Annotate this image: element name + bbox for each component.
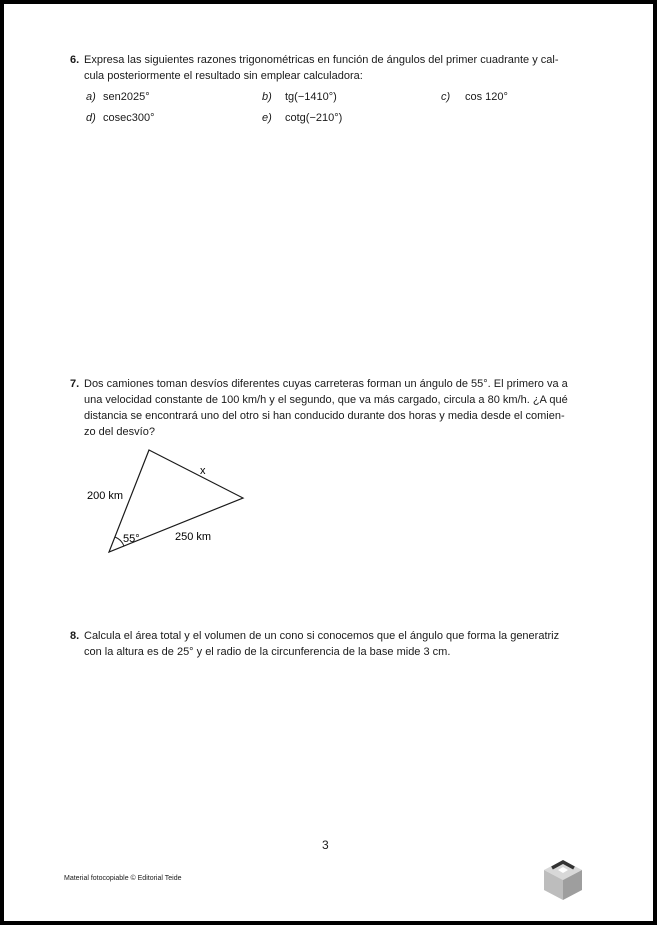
exercise-6-option-c: c) cos 120° <box>441 91 508 103</box>
editorial-logo-icon <box>540 856 586 902</box>
exercise-8-line-2: con la altura es de 25° y el radio de la circunferencia de la base mide 3 cm. <box>84 646 451 658</box>
exercise-7 <box>70 376 600 446</box>
exercise-6-line-1: Expresa las siguientes razones trigonométricas en función de ángulos del primer cuadrante y cal- <box>84 54 559 66</box>
exercise-6-option-b: b) tg(−1410°) <box>262 91 337 103</box>
exercise-6-statement <box>84 52 558 84</box>
triangle-figure <box>78 444 258 559</box>
label-side-200km: 200 km <box>87 490 124 502</box>
exercise-7-number: 7. <box>70 378 80 390</box>
exercise-6-option-d: d) cosec300° <box>86 112 155 124</box>
exercise-6-number: 6. <box>70 54 80 66</box>
exercise-6-option-a: a) sen2025° <box>86 91 150 103</box>
exercise-8-line-1: Calcula el área total y el volumen de un cono si conocemos que el ángulo que forma la generatriz <box>84 630 560 642</box>
exercise-6-line-2: cula posteriormente el resultado sin emplear calculadora: <box>84 70 363 82</box>
exercise-7-line-2: una velocidad constante de 100 km/h y el segundo, que va más cargado, circula a 80 km/h. ¿A qué <box>84 394 568 406</box>
exercise-7-line-1: Dos camiones toman desvíos diferentes cuyas carreteras forman un ángulo de 55°. El primero va a <box>84 378 568 390</box>
label-angle-55: 55° <box>123 533 140 545</box>
exercise-7-line-4: zo del desvío? <box>84 426 155 438</box>
label-unknown-side: x <box>200 465 206 477</box>
exercise-7-statement <box>84 376 568 440</box>
exercise-7-line-3: distancia se encontrará uno del otro si han conducido durante dos horas y media desde el comien- <box>84 410 565 422</box>
page-number: 3 <box>322 838 329 852</box>
exercise-8-number: 8. <box>70 630 80 642</box>
exercise-8 <box>70 628 600 664</box>
footer-copyright: Material fotocopiable © Editorial Teide <box>64 875 182 882</box>
exercise-6-option-e: e) cotg(−210°) <box>262 112 343 124</box>
label-side-250km: 250 km <box>175 531 212 543</box>
exercise-8-statement <box>84 628 559 660</box>
worksheet-page <box>4 4 653 921</box>
